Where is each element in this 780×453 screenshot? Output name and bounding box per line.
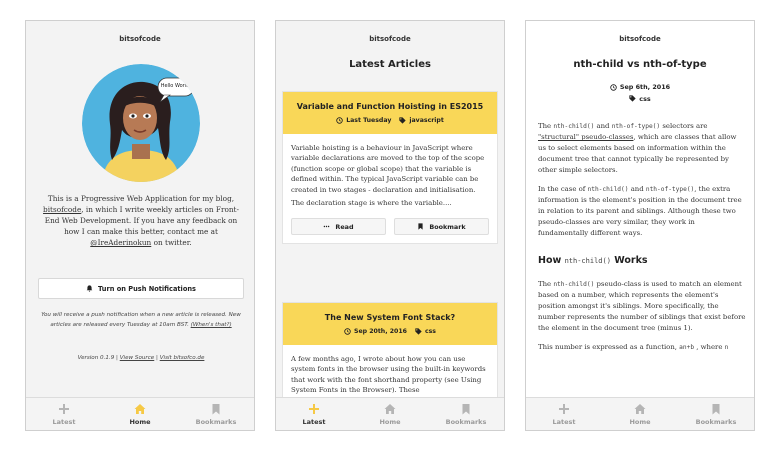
text: and xyxy=(596,122,610,130)
nav-home[interactable] xyxy=(102,398,178,430)
article-date xyxy=(610,82,670,92)
bookmark-icon xyxy=(210,403,222,415)
section-heading xyxy=(538,255,746,267)
nav-home-label: Home xyxy=(129,418,151,426)
code-n: n xyxy=(724,344,729,351)
twitter-link[interactable]: @IreAderinokun xyxy=(90,238,152,247)
article-body xyxy=(538,121,746,361)
brand-title: bitsofcode xyxy=(619,35,661,43)
code-an-plus-b: an+b xyxy=(679,344,695,351)
text: , the extra information is the element's position in the document tree in relation to its parent and siblings. Although these two pseudo-classes are very similar, they work in fundamentally different ways. xyxy=(538,185,742,237)
nav-bookmarks-label: Bookmarks xyxy=(445,418,487,426)
bookmark-icon xyxy=(417,223,424,230)
intro-part-2: , in which I write weekly articles on Front-End Web Development. If you have any feedback on how I can make this better, contact me at xyxy=(44,205,239,236)
bell-icon xyxy=(86,285,93,292)
version-separator-2: | xyxy=(154,355,160,361)
read-button-label: Read xyxy=(335,222,354,231)
plus-icon xyxy=(308,403,320,415)
excerpt-paragraph-2: The declaration stage is where the variable.... xyxy=(291,199,452,208)
nav-home[interactable] xyxy=(602,398,678,430)
text: pseudo-class is used to match an element based on a number, which represents the element's position amongst it's siblings. More specifically, the number represents the number of siblings that exist before the element in the document tree (minus 1). xyxy=(538,280,746,332)
intro-part-1: This is a Progressive Web Application for my blog, xyxy=(47,194,235,203)
code-nth-of-type: nth-of-type() xyxy=(611,123,661,130)
text: The xyxy=(538,280,552,288)
text: and xyxy=(630,185,644,193)
article-tag[interactable] xyxy=(629,94,650,104)
bookmark-icon xyxy=(710,403,722,415)
author-avatar xyxy=(82,64,200,182)
nav-home[interactable] xyxy=(352,398,428,430)
home-icon xyxy=(134,403,146,415)
version-footer xyxy=(36,355,246,361)
home-icon xyxy=(634,403,646,415)
text: The xyxy=(538,122,552,130)
tag-icon xyxy=(399,117,406,124)
article-card-header xyxy=(283,303,497,345)
code-nth-child: nth-child() xyxy=(564,257,611,265)
bottom-nav xyxy=(526,397,754,430)
article-paragraph xyxy=(538,121,746,176)
article-paragraph xyxy=(538,342,746,353)
code-nth-child: nth-child() xyxy=(553,123,595,130)
structural-pseudo-classes-link[interactable]: "structural" pseudo-classes xyxy=(538,133,634,141)
article-tag-text: css xyxy=(424,328,436,335)
nav-bookmarks-label: Bookmarks xyxy=(695,418,737,426)
article-tag[interactable] xyxy=(415,328,436,335)
brand-title: bitsofcode xyxy=(119,35,161,43)
article-meta xyxy=(289,328,491,335)
clock-icon xyxy=(344,328,351,335)
text: In the case of xyxy=(538,185,586,193)
nav-bookmarks[interactable] xyxy=(678,398,754,430)
code-nth-child: nth-child() xyxy=(587,186,629,193)
nav-latest[interactable] xyxy=(276,398,352,430)
article-title: nth-child vs nth-of-type xyxy=(573,59,707,70)
article-excerpt xyxy=(283,345,497,400)
plus-icon xyxy=(58,403,70,415)
text: selectors are xyxy=(662,122,708,130)
speech-bubble-text: Hello World! xyxy=(160,83,192,89)
clock-icon xyxy=(336,117,343,124)
bookmark-icon xyxy=(460,403,472,415)
push-notifications-button[interactable] xyxy=(38,278,244,299)
push-note xyxy=(38,310,244,330)
article-date-text: Sep 6th, 2016 xyxy=(619,83,671,91)
home-icon xyxy=(384,403,396,415)
article-card xyxy=(282,302,498,401)
nav-latest-label: Latest xyxy=(552,418,576,426)
text: This number is expressed as a function, xyxy=(538,343,677,351)
tag-icon xyxy=(629,95,636,102)
tag-icon xyxy=(415,328,422,335)
read-button[interactable] xyxy=(291,218,386,235)
article-tag[interactable] xyxy=(399,117,443,124)
nav-home-label: Home xyxy=(379,418,401,426)
nav-home-label: Home xyxy=(629,418,651,426)
nav-bookmarks-label: Bookmarks xyxy=(195,418,237,426)
code-nth-child: nth-child() xyxy=(553,281,595,288)
view-source-link[interactable]: View Source xyxy=(119,355,155,361)
brand-title: bitsofcode xyxy=(369,35,411,43)
version-separator-1: | xyxy=(114,355,120,361)
article-actions xyxy=(283,212,497,243)
heading-text: Works xyxy=(614,255,648,266)
text: , where xyxy=(696,343,723,351)
nav-bookmarks[interactable] xyxy=(178,398,254,430)
push-button-label: Turn on Push Notifications xyxy=(98,284,196,293)
intro-part-3: on twitter. xyxy=(153,238,192,247)
home-screen xyxy=(25,20,255,431)
heading-text: How xyxy=(538,255,562,266)
bookmark-button[interactable] xyxy=(394,218,489,235)
article-paragraph xyxy=(538,279,746,334)
intro-text xyxy=(36,193,246,248)
article-meta xyxy=(289,117,491,124)
article-card xyxy=(282,91,498,244)
excerpt-paragraph-1: A few months ago, I wrote about how you can use system fonts in the browser using the built-in keywords that work with the font shorthand property (see Using System Fonts in the Browser). These xyxy=(291,355,486,395)
article-date xyxy=(344,328,407,335)
bottom-nav xyxy=(26,397,254,430)
when-link[interactable]: (When's that?) xyxy=(190,322,232,328)
bottom-nav xyxy=(276,397,504,430)
text: , which are classes that allow us to select elements based on information within the document tree that cannot typically be represented by other simple selectors. xyxy=(538,133,737,174)
visit-site-link[interactable]: Visit bitsofco.de xyxy=(159,355,205,361)
nav-latest[interactable] xyxy=(526,398,602,430)
article-meta xyxy=(526,82,754,105)
article-title[interactable]: The New System Font Stack? xyxy=(324,313,456,322)
article-date-text: Last Tuesday xyxy=(346,117,392,124)
latest-screen xyxy=(275,20,505,431)
ellipsis-icon xyxy=(323,223,330,230)
bookmark-button-label: Bookmark xyxy=(429,222,466,231)
article-screen xyxy=(525,20,755,431)
article-paragraph xyxy=(538,184,746,239)
version-text: Version 0.1.9 xyxy=(77,355,115,361)
page-title: Latest Articles xyxy=(349,59,431,70)
code-nth-of-type: nth-of-type() xyxy=(645,186,695,193)
article-tag-text: javascript xyxy=(409,117,444,124)
clock-icon xyxy=(610,84,617,91)
nav-latest-label: Latest xyxy=(302,418,326,426)
excerpt-paragraph-1: Variable hoisting is a behaviour in JavaScript where variable declarations are moved to the top of the scope (function scope or global scope) that the variable is defined within. The typical JavaScript variable can be created in two stages - declaration and initialisation. xyxy=(291,144,485,194)
push-note-text: You will receive a push notification when a new article is released. New articles are released every Tuesday at 10am BST. xyxy=(41,312,241,328)
plus-icon xyxy=(558,403,570,415)
article-excerpt xyxy=(283,134,497,212)
article-card-header xyxy=(283,92,497,134)
blog-link[interactable]: bitsofcode xyxy=(43,205,82,214)
article-date-text: Sep 20th, 2016 xyxy=(354,328,407,335)
article-date xyxy=(336,117,391,124)
article-title[interactable]: Variable and Function Hoisting in ES2015 xyxy=(296,102,484,111)
article-tag-text: css xyxy=(639,94,651,103)
nav-bookmarks[interactable] xyxy=(428,398,504,430)
nav-latest[interactable] xyxy=(26,398,102,430)
nav-latest-label: Latest xyxy=(52,418,76,426)
